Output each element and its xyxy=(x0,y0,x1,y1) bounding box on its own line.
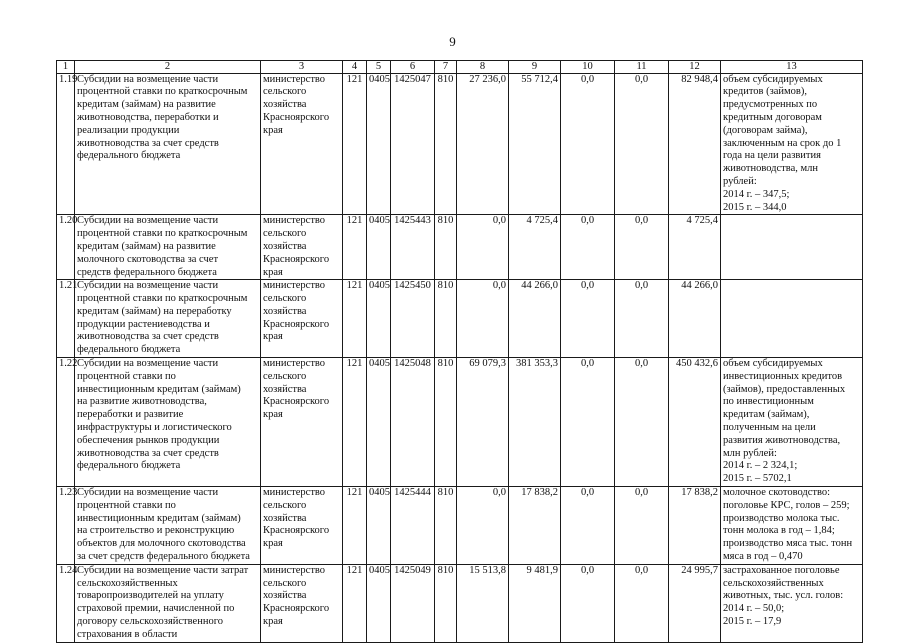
row-grbs-code: 121 xyxy=(343,564,367,642)
row-value-2016: 0,0 xyxy=(561,215,615,280)
row-total: 4 725,4 xyxy=(669,215,721,280)
page-number: 9 xyxy=(449,34,456,49)
column-header: 8 xyxy=(457,61,509,74)
column-header: 4 xyxy=(343,61,367,74)
column-header: 2 xyxy=(75,61,261,74)
row-ministry: министерство сельского хозяйства Красноярского края xyxy=(261,280,343,358)
row-grbs-code: 121 xyxy=(343,73,367,215)
row-grbs-code: 121 xyxy=(343,487,367,565)
row-rzpr-code: 0405 xyxy=(367,280,391,358)
row-number: 1.20 xyxy=(57,215,75,280)
column-header: 11 xyxy=(615,61,669,74)
row-vr-code: 810 xyxy=(435,73,457,215)
row-vr-code: 810 xyxy=(435,215,457,280)
row-csr-code: 1425443 xyxy=(391,215,435,280)
table-row xyxy=(57,358,863,487)
row-vr-code: 810 xyxy=(435,280,457,358)
row-value-2016: 0,0 xyxy=(561,564,615,642)
column-header: 5 xyxy=(367,61,391,74)
row-rzpr-code: 0405 xyxy=(367,215,391,280)
column-header: 10 xyxy=(561,61,615,74)
row-value-2017: 0,0 xyxy=(615,358,669,487)
row-rzpr-code: 0405 xyxy=(367,73,391,215)
row-value-2016: 0,0 xyxy=(561,73,615,215)
column-header: 13 xyxy=(721,61,863,74)
row-ministry: министерство сельского хозяйства Красноярского края xyxy=(261,564,343,642)
row-description: Субсидии на возмещение части процентной ставки по краткосрочным кредитам (займам) на переработку продукции растениеводства и животноводства за счет средств федерального бюджета xyxy=(75,280,261,358)
row-number: 1.19 xyxy=(57,73,75,215)
row-value-2015: 9 481,9 xyxy=(509,564,561,642)
row-expected-result: молочное скотоводство: поголовье КРС, голов – 259; производство молока тыс. тонн молока в год – 1,84; производство мяса тыс. тонн мяса в год – 0,470 xyxy=(721,487,863,565)
column-header: 6 xyxy=(391,61,435,74)
table-row xyxy=(57,487,863,565)
column-header: 3 xyxy=(261,61,343,74)
budget-table xyxy=(56,60,863,643)
row-value-2016: 0,0 xyxy=(561,280,615,358)
row-value-2017: 0,0 xyxy=(615,487,669,565)
row-csr-code: 1425047 xyxy=(391,73,435,215)
row-total: 17 838,2 xyxy=(669,487,721,565)
column-header: 7 xyxy=(435,61,457,74)
row-expected-result: объем субсидируемых кредитов (займов), предусмотренных по кредитным договорам (договорам займа), заключенным на срок до 1 года на цели развития животноводства, млн рублей: 2014 г. – 347,5; 2015 г. – 344,0 xyxy=(721,73,863,215)
row-description: Субсидии на возмещение части процентной ставки по инвестиционным кредитам (займам) на развитие животноводства, переработки и развитие инфраструктуры и логистического обеспечения рынков продукции животноводства за счет средств федерального бюджета xyxy=(75,358,261,487)
row-value-2014: 0,0 xyxy=(457,215,509,280)
row-rzpr-code: 0405 xyxy=(367,564,391,642)
row-grbs-code: 121 xyxy=(343,215,367,280)
row-number: 1.23 xyxy=(57,487,75,565)
row-value-2015: 381 353,3 xyxy=(509,358,561,487)
row-value-2015: 17 838,2 xyxy=(509,487,561,565)
row-vr-code: 810 xyxy=(435,487,457,565)
row-value-2017: 0,0 xyxy=(615,564,669,642)
row-description: Субсидии на возмещение части процентной ставки по краткосрочным кредитам (займам) на развитие молочного скотоводства за счет средств федерального бюджета xyxy=(75,215,261,280)
table-row xyxy=(57,280,863,358)
row-expected-result xyxy=(721,215,863,280)
row-value-2017: 0,0 xyxy=(615,215,669,280)
row-ministry: министерство сельского хозяйства Красноярского края xyxy=(261,73,343,215)
row-ministry: министерство сельского хозяйства Красноярского края xyxy=(261,358,343,487)
row-value-2015: 55 712,4 xyxy=(509,73,561,215)
table-header-row xyxy=(57,61,863,74)
row-grbs-code: 121 xyxy=(343,280,367,358)
row-value-2014: 27 236,0 xyxy=(457,73,509,215)
row-grbs-code: 121 xyxy=(343,358,367,487)
row-value-2015: 44 266,0 xyxy=(509,280,561,358)
row-rzpr-code: 0405 xyxy=(367,487,391,565)
row-value-2014: 0,0 xyxy=(457,487,509,565)
row-expected-result xyxy=(721,280,863,358)
row-number: 1.21 xyxy=(57,280,75,358)
row-csr-code: 1425450 xyxy=(391,280,435,358)
row-description: Субсидии на возмещение части затрат сельскохозяйственных товаропроизводителей на уплату страховой премии, начисленной по договору сельскохозяйственного страхования в области xyxy=(75,564,261,642)
row-number: 1.24 xyxy=(57,564,75,642)
row-value-2017: 0,0 xyxy=(615,73,669,215)
row-total: 24 995,7 xyxy=(669,564,721,642)
row-csr-code: 1425444 xyxy=(391,487,435,565)
row-value-2015: 4 725,4 xyxy=(509,215,561,280)
row-vr-code: 810 xyxy=(435,564,457,642)
column-header: 1 xyxy=(57,61,75,74)
table-row xyxy=(57,215,863,280)
row-number: 1.22 xyxy=(57,358,75,487)
row-total: 82 948,4 xyxy=(669,73,721,215)
row-csr-code: 1425048 xyxy=(391,358,435,487)
row-ministry: министерство сельского хозяйства Красноярского края xyxy=(261,215,343,280)
table-row xyxy=(57,73,863,215)
row-ministry: министерство сельского хозяйства Красноярского края xyxy=(261,487,343,565)
row-description: Субсидии на возмещение части процентной ставки по инвестиционным кредитам (займам) на строительство и реконструкцию объектов для молочного скотоводства за счет средств федерального бюджета xyxy=(75,487,261,565)
column-header: 9 xyxy=(509,61,561,74)
row-value-2016: 0,0 xyxy=(561,358,615,487)
row-csr-code: 1425049 xyxy=(391,564,435,642)
table-row xyxy=(57,564,863,642)
row-expected-result: объем субсидируемых инвестиционных кредитов (займов), предоставленных по инвестиционным кредитам (займам), полученным на цели развития животноводства, млн рублей: 2014 г. – 2 324,1; 2015 г. – 5702,1 xyxy=(721,358,863,487)
row-value-2017: 0,0 xyxy=(615,280,669,358)
row-description: Субсидии на возмещение части процентной ставки по краткосрочным кредитам (займам) на развитие животноводства, переработки и реализации продукции животноводства за счет средств федерального бюджета xyxy=(75,73,261,215)
row-expected-result: застрахованное поголовье сельскохозяйственных животных, тыс. усл. голов: 2014 г. – 50,0; 2015 г. – 17,9 xyxy=(721,564,863,642)
row-total: 44 266,0 xyxy=(669,280,721,358)
column-header: 12 xyxy=(669,61,721,74)
row-total: 450 432,6 xyxy=(669,358,721,487)
row-value-2014: 15 513,8 xyxy=(457,564,509,642)
row-value-2014: 0,0 xyxy=(457,280,509,358)
row-value-2014: 69 079,3 xyxy=(457,358,509,487)
row-value-2016: 0,0 xyxy=(561,487,615,565)
row-rzpr-code: 0405 xyxy=(367,358,391,487)
row-vr-code: 810 xyxy=(435,358,457,487)
